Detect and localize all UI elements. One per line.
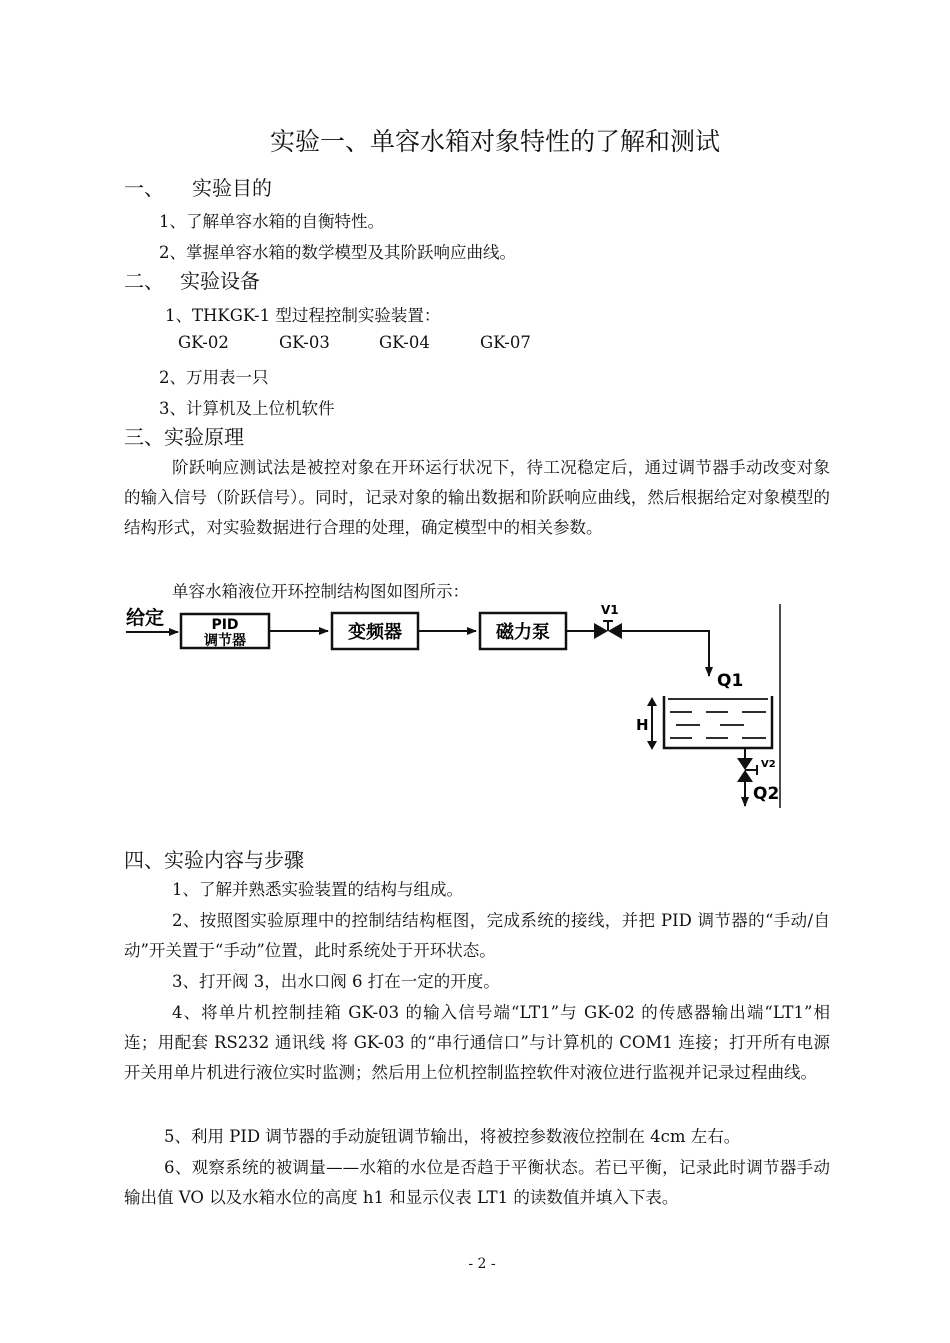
- section-3-heading: 三、实验原理: [124, 425, 244, 449]
- step-6: 6、观察系统的被调量——水箱的水位是否趋于平衡状态。若已平衡，记录此时调节器手动输出值 VO 以及水箱水位的高度 h1 和显示仪表 LT1 的读数值并填入下表。: [124, 1158, 830, 1207]
- inflow-label: Q1: [717, 671, 744, 691]
- input-label: 给定: [126, 607, 165, 629]
- objective-item-2: 2、掌握单容水箱的数学模型及其阶跃响应曲线。: [159, 243, 516, 262]
- valve-2-icon: [737, 758, 757, 782]
- control-structure-diagram: [120, 596, 820, 816]
- pump-label: 磁力泵: [496, 622, 550, 643]
- step-5: 5、利用 PID 调节器的手动旋钮调节输出，将被控参数液位控制在 4cm 左右。: [164, 1127, 741, 1146]
- equipment-item-2: 2、万用表一只: [159, 368, 269, 387]
- outflow-label: Q2: [753, 784, 780, 804]
- inverter-label: 变频器: [348, 622, 402, 643]
- section-1-number: 一、: [124, 176, 164, 200]
- module-gk07: GK-07: [480, 333, 531, 352]
- valve-2-label: V2: [761, 759, 776, 770]
- step-3: 3、打开阀 3，出水口阀 6 打在一定的开度。: [172, 972, 500, 991]
- module-gk04: GK-04: [379, 333, 430, 352]
- inflow-pipe: [622, 631, 709, 676]
- section-4-heading: 四、实验内容与步骤: [124, 848, 304, 872]
- page-title: 实验一、单容水箱对象特性的了解和测试: [269, 127, 720, 156]
- step-1: 1、了解并熟悉实验装置的结构与组成。: [172, 880, 463, 899]
- principle-paragraph: 阶跃响应测试法是被控对象在开环运行状况下，待工况稳定后，通过调节器手动改变对象的输入信号（阶跃信号）。同时，记录对象的输出数据和阶跃响应曲线，然后根据给定对象模型的结构形式，对实验数据进行合理的处理，确定模型中的相关参数。: [124, 458, 830, 537]
- step-4: 4、将单片机控制挂箱 GK-03 的输入信号端“LT1”与 GK-02 的传感器输出端“LT1”相连；用配套 RS232 通讯线 将 GK-03 的“串行通信口”与计算机的 COM1 连接；打开所有电源开关用单片机进行液位实时监测；然后用上位机控制监控软件对液位进行监视并记录过程曲线。: [124, 1003, 830, 1082]
- level-label: H: [636, 716, 649, 734]
- equipment-item-1: 1、THKGK-1 型过程控制实验装置：: [165, 306, 441, 325]
- pid-label-line2: 调节器: [204, 633, 246, 649]
- module-gk02: GK-02: [178, 333, 229, 352]
- section-1-heading: 实验目的: [192, 176, 272, 200]
- module-gk03: GK-03: [279, 333, 330, 352]
- equipment-item-3: 3、计算机及上位机软件: [159, 399, 335, 418]
- valve-1-icon: [594, 621, 622, 639]
- valve-1-label: V1: [601, 603, 619, 617]
- section-2-heading: 实验设备: [180, 269, 260, 293]
- objective-item-1: 1、了解单容水箱的自衡特性。: [159, 212, 384, 231]
- section-2-number: 二、: [124, 269, 164, 293]
- pid-label-line1: PID: [211, 617, 239, 633]
- water-tank: [664, 696, 772, 748]
- step-2: 2、按照图实验原理中的控制结结构框图，完成系统的接线，并把 PID 调节器的“手动/自动”开关置于“手动”位置，此时系统处于开环状态。: [124, 911, 830, 960]
- diagram-caption: 单容水箱液位开环控制结构图如图所示：: [172, 582, 469, 601]
- page-number: - 2 -: [468, 1256, 496, 1272]
- water-surface-lines: [668, 699, 768, 738]
